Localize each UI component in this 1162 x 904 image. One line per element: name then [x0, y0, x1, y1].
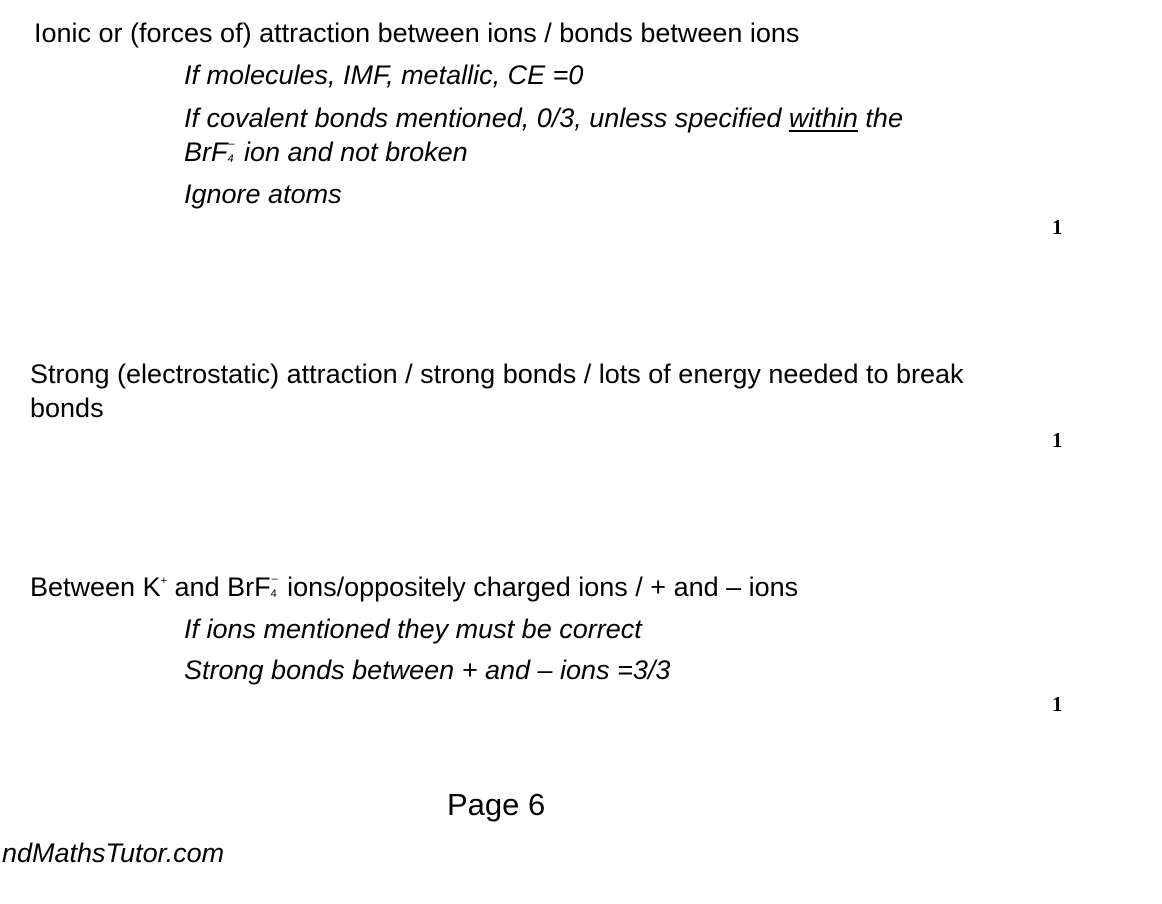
section3-post: ions/oppositely charged ions / + and – ions [279, 572, 799, 602]
section1-mark: 1 [1052, 215, 1063, 239]
section1-main-text: Ionic or (forces of) attraction between ions / bonds between ions [34, 18, 800, 48]
section3-mid: and BrF [167, 572, 271, 602]
brf4-superscript: – [228, 138, 235, 150]
note-covalent-pre: If covalent bonds mentioned, 0/3, unless specified [184, 103, 789, 133]
brf4-charge-label [227, 138, 237, 165]
section1-note-brf4-ion [184, 135, 468, 169]
brf4-rest: ion and not broken [236, 137, 468, 167]
brf4-subscript: 4 [227, 153, 234, 165]
section1-note-atoms: Ignore atoms [184, 179, 342, 209]
section1-note-covalent [184, 101, 903, 135]
brf4-formula: BrF [184, 137, 228, 167]
note-covalent-post: the [857, 103, 903, 133]
section3-note-strong-bonds: Strong bonds between + and – ions =3/3 [184, 655, 671, 685]
section2-line2: bonds [30, 393, 104, 423]
k-superscript: + [160, 575, 168, 587]
section1-note-molecules: If molecules, IMF, metallic, CE =0 [184, 60, 584, 90]
section3-note-ions-correct: If ions mentioned they must be correct [184, 614, 642, 644]
section2-line1: Strong (electrostatic) attraction / strong bonds / lots of energy needed to break [30, 359, 964, 389]
brf4-subscript-2: 4 [270, 588, 277, 600]
section2-mark: 1 [1052, 428, 1063, 452]
section3-mark: 1 [1052, 692, 1063, 716]
section3-pre: Between K [30, 572, 161, 602]
brf4-charge-label-2 [270, 573, 280, 600]
section3-main-text [30, 570, 798, 604]
page-number: Page 6 [447, 787, 546, 822]
note-covalent-underlined: within [788, 103, 858, 133]
brf4-superscript-2: – [271, 573, 278, 585]
footer-watermark: ndMathsTutor.com [2, 838, 225, 868]
